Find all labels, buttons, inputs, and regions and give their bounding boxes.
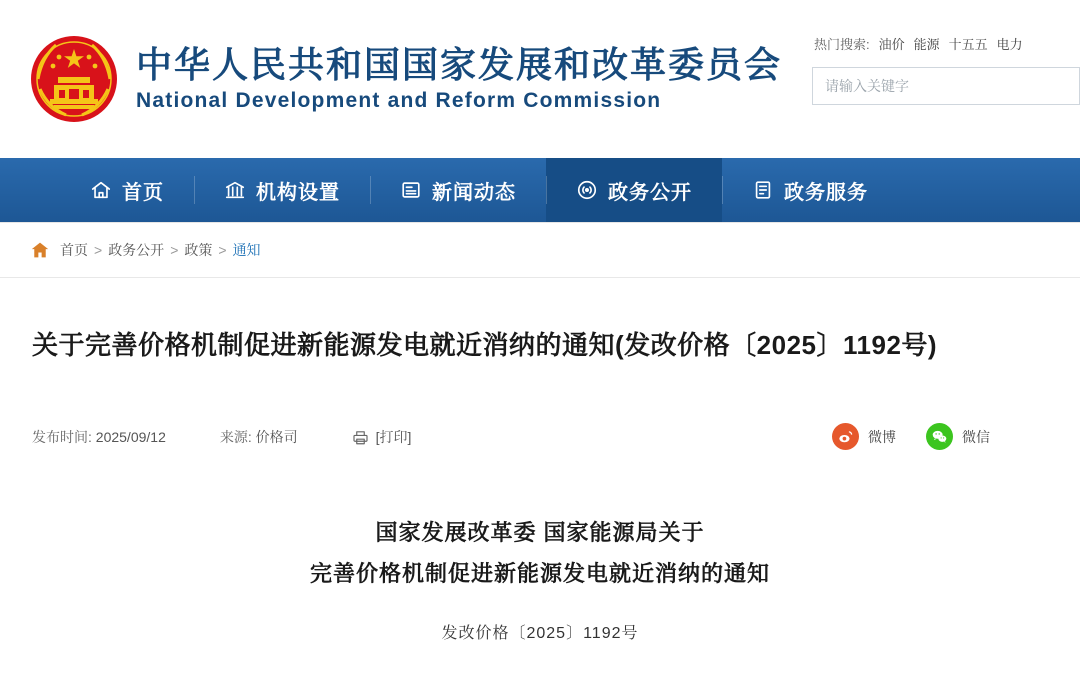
breadcrumb-trail [60,240,261,260]
share-wechat-button[interactable] [926,423,990,450]
site-title-en: National Development and Reform Commission [136,89,662,113]
breadcrumb-item-current: 通知 [232,242,261,258]
breadcrumb-item-2[interactable]: 政策 [184,242,213,258]
hot-search-label: 热门搜索: [814,37,870,52]
share-weibo-label: 微博 [868,428,896,445]
article-meta [32,423,1048,451]
nav-item-government-affairs-label: 政务公开 [608,181,692,204]
search-input[interactable] [823,77,1069,95]
share-weibo-button[interactable] [832,423,896,450]
nav-item-news[interactable] [370,158,546,222]
breadcrumb-item-0[interactable]: 首页 [60,242,88,258]
national-emblem-icon [28,33,120,125]
breadcrumb-sep-0: > [94,242,103,258]
publish-time-label: 发布时间: [32,429,92,445]
print-button-label: [打印] [375,429,412,445]
home-icon [90,179,112,201]
page-title: 关于完善价格机制促进新能源发电就近消纳的通知(发改价格〔2025〕1192号) [32,330,938,360]
nav-item-organization[interactable] [194,158,370,222]
breadcrumb-sep-1: > [170,242,179,258]
bank-icon [224,179,246,201]
document-number: 发改价格〔2025〕1192号 [441,625,639,643]
breadcrumb-sep-2: > [218,242,227,258]
printer-icon [352,430,369,445]
hot-search-term-2[interactable]: 十五五 [948,37,988,52]
site-header [0,0,1080,158]
hot-search-term-1[interactable]: 能源 [913,37,940,52]
document-heading-line-2: 完善价格机制促进新能源发电就近消纳的通知 [309,560,770,586]
share-wechat-label: 微信 [962,428,990,445]
article [0,326,1080,643]
document-heading-line-1: 国家发展改革委 国家能源局关于 [375,520,705,545]
hot-search-term-0[interactable]: 油价 [878,37,905,52]
site-title-block [136,44,782,115]
search-box[interactable] [812,67,1080,105]
news-icon [400,179,422,201]
nav-item-government-services-label: 政务服务 [784,181,868,204]
publish-time-value: 2025/09/12 [95,429,166,445]
nav-item-organization-label: 机构设置 [256,181,340,204]
header-right-panel [812,34,1080,105]
main-nav [0,158,1080,222]
article-source [220,427,298,447]
document-heading [32,513,1048,594]
site-title-cn: 中华人民共和国国家发展和改革委员会 [136,43,783,85]
print-button[interactable] [352,427,412,447]
share-bar [832,423,990,450]
broadcast-icon [576,179,598,201]
nav-item-home[interactable] [60,158,194,222]
hot-search-bar [812,34,1080,53]
nav-item-news-label: 新闻动态 [432,181,516,204]
nav-item-home-label: 首页 [122,181,164,204]
home-filled-icon [30,241,50,259]
weibo-icon [832,423,859,450]
hot-search-term-3[interactable]: 电力 [996,37,1023,52]
article-source-value: 价格司 [255,429,298,445]
nav-item-government-services[interactable] [722,158,898,222]
nav-item-government-affairs[interactable] [546,158,722,222]
breadcrumb [0,222,1080,278]
wechat-icon [926,423,953,450]
article-source-label: 来源: [219,429,252,445]
document-icon [752,179,774,201]
publish-time [32,427,166,447]
breadcrumb-item-1[interactable]: 政务公开 [108,242,165,258]
